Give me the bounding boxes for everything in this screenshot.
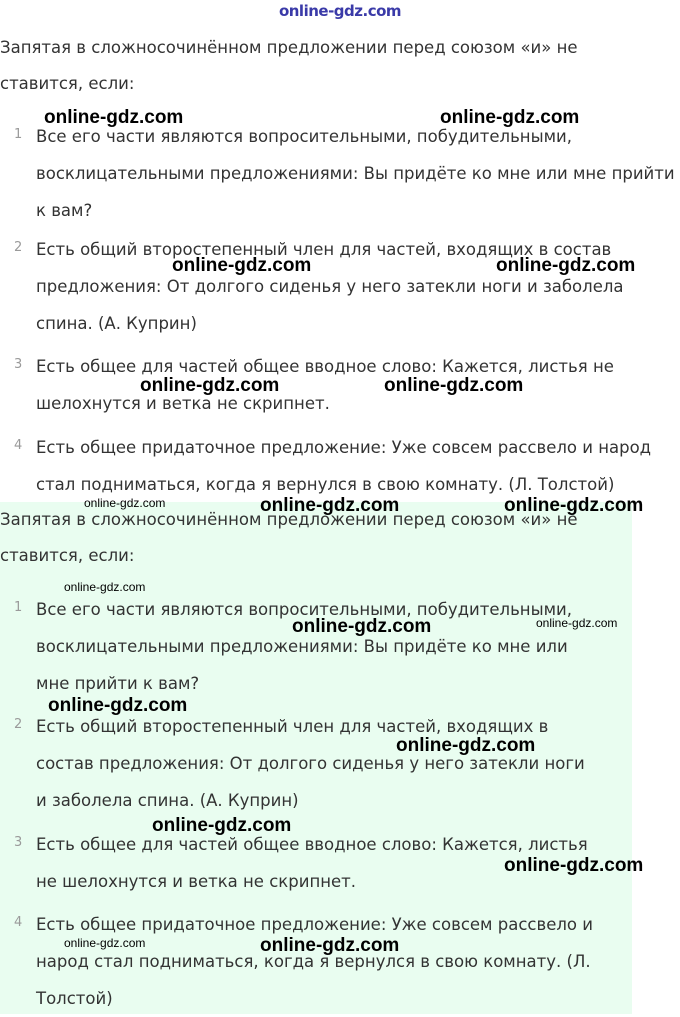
option-number: 2 — [14, 240, 23, 255]
watermark: online-gdz.com — [64, 580, 146, 594]
watermark: online-gdz.com — [260, 495, 400, 516]
watermark: online-gdz.com — [504, 495, 644, 516]
watermark: online-gdz.com — [496, 255, 636, 276]
watermark: online-gdz.com — [152, 815, 292, 836]
watermark: online-gdz.com — [384, 375, 524, 396]
watermark: online-gdz.com — [172, 255, 312, 276]
option-number: 1 — [14, 127, 23, 142]
watermark: online-gdz.com — [260, 935, 400, 956]
watermark: online-gdz.com — [396, 735, 536, 756]
option-number: 3 — [14, 835, 23, 850]
option-number: 1 — [14, 600, 23, 615]
watermark: online-gdz.com — [64, 936, 146, 950]
option-number: 4 — [14, 915, 23, 930]
option-text: Все его части являются вопросительными, побудительными, восклицательными предложениями: Вы придёте ко мне или мне прийти к вам? — [36, 600, 573, 693]
question-text: Запятая в сложносочинённом предложении перед союзом «и» не ставится, если: — [0, 38, 578, 93]
option-text: Есть общее придаточное предложение: Уже совсем рассвело и народ стал подниматься, когда я вернулся в свою комнату. (Л. Толстой) — [36, 438, 652, 494]
option-text: Есть общее для частей общее вводное слово: Кажется, листья не шелохнутся и ветка не скрипнет. — [36, 357, 614, 413]
option-number: 2 — [14, 717, 23, 732]
watermark: online-gdz.com — [440, 107, 580, 128]
option-number: 4 — [14, 438, 23, 453]
option-text: Есть общий второстепенный член для частей, входящих в состав предложения: От долгого сиденья у него затекли ноги и заболела спина. (А. Куприн) — [36, 717, 585, 810]
option-text: Есть общее для частей общее вводное слово: Кажется, листья не шелохнутся и ветка не скрипнет. — [36, 835, 588, 891]
watermark: online-gdz.com — [48, 695, 188, 716]
question-text: Запятая в сложносочинённом предложении перед союзом «и» не ставится, если: — [0, 510, 578, 565]
watermark: online-gdz.com — [292, 616, 432, 637]
option-text: Есть общий второстепенный член для частей, входящих в состав предложения: От долгого сиденья у него затекли ноги и заболела спина. (А. Куприн) — [36, 240, 624, 333]
watermark: online-gdz.com — [84, 496, 166, 510]
option-number: 3 — [14, 357, 23, 372]
site-title: online-gdz.com — [278, 2, 402, 20]
watermark: online-gdz.com — [44, 107, 184, 128]
option-text: Есть общее придаточное предложение: Уже совсем рассвело и народ стал подниматься, когда я вернулся в свою комнату. (Л. Толстой) — [36, 915, 593, 1008]
watermark: online-gdz.com — [140, 375, 280, 396]
option-text: Все его части являются вопросительными, побудительными, восклицательными предложениями: Вы придёте ко мне или мне прийти к вам? — [36, 127, 675, 220]
watermark: online-gdz.com — [536, 616, 618, 630]
watermark: online-gdz.com — [504, 855, 644, 876]
